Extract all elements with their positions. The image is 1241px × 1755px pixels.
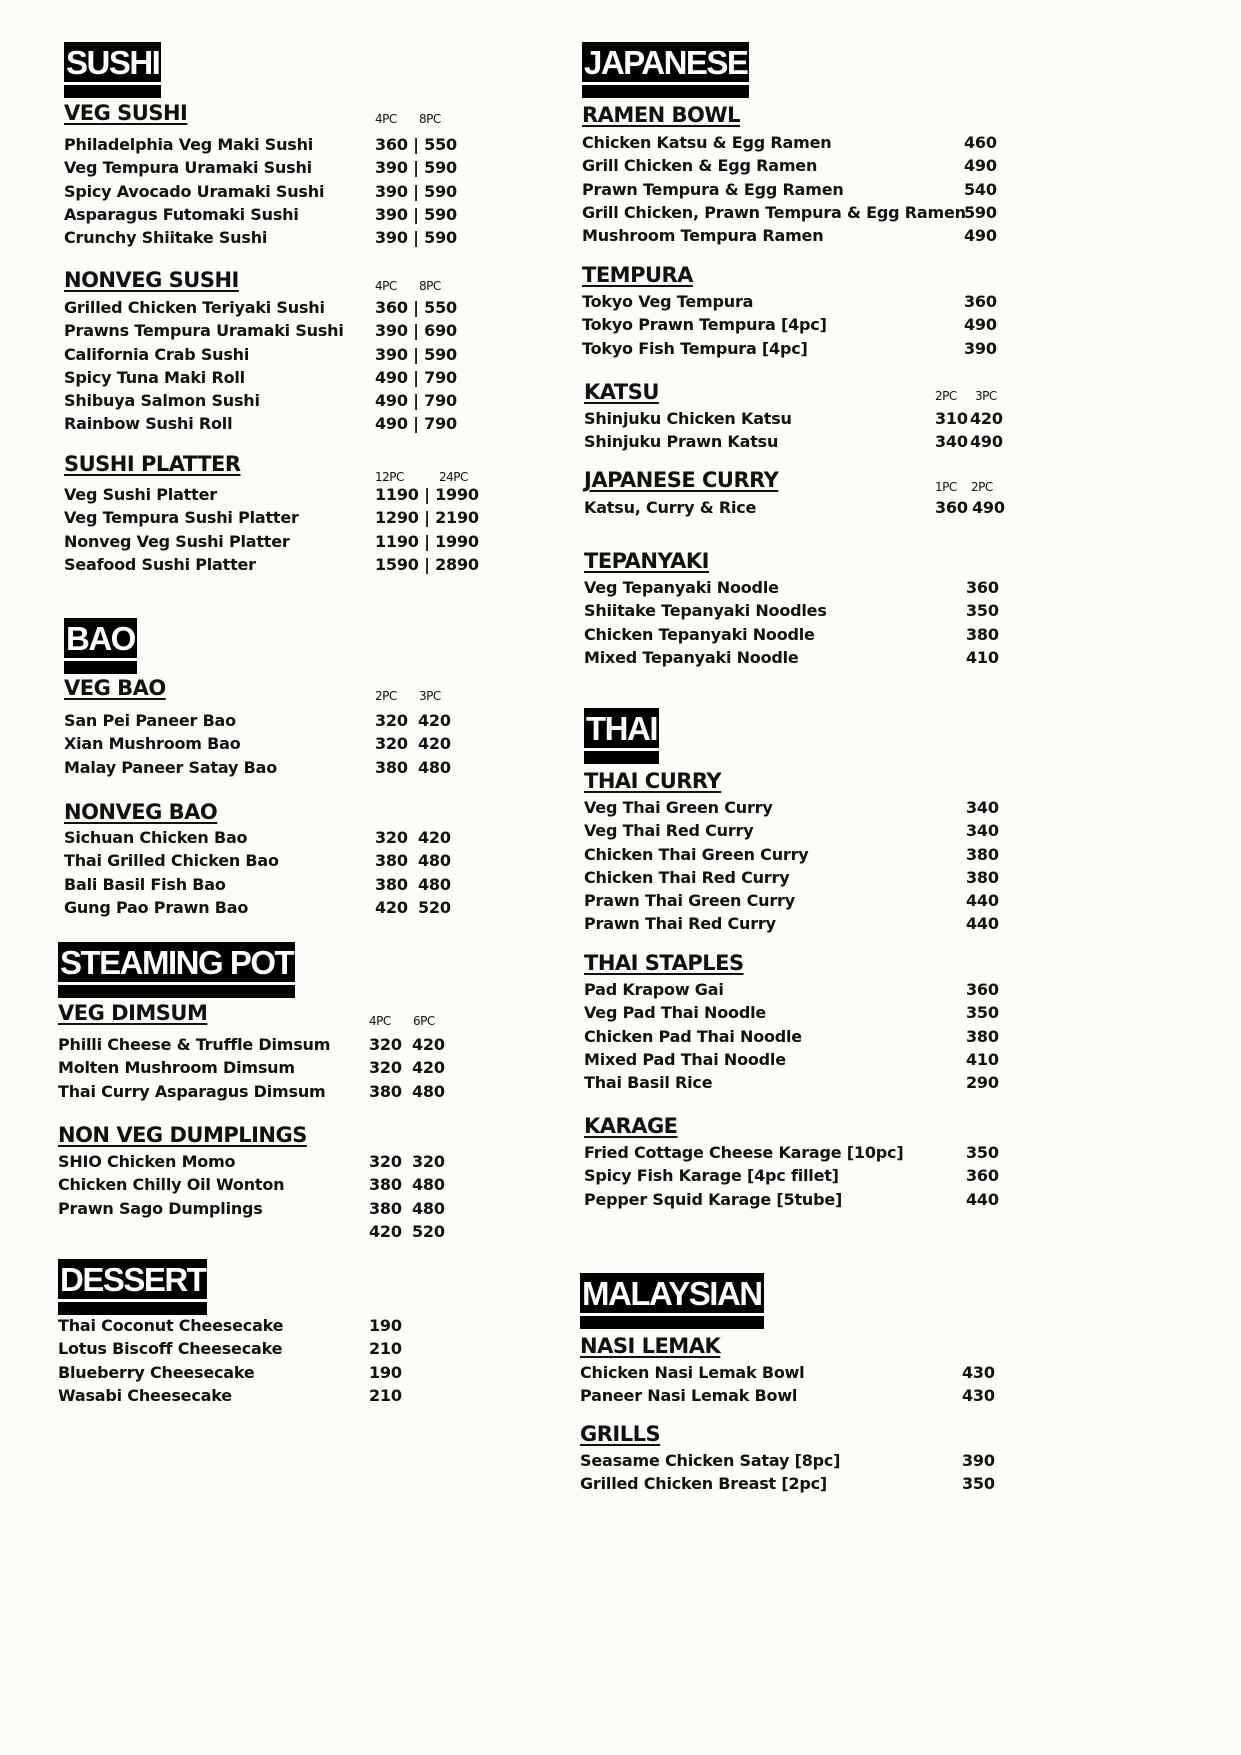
item-price: 490 (964, 226, 997, 246)
item-name: Veg Thai Red Curry (584, 821, 754, 841)
veg-sushi-list (64, 135, 484, 251)
item-price-large: 320 (412, 1152, 445, 1171)
item-name: Lotus Biscoff Cheesecake (58, 1339, 283, 1359)
nasi-lemak-list (580, 1363, 1020, 1410)
item-name: Fried Cottage Cheese Karage [10pc] (584, 1143, 904, 1162)
section-title-karage: KARAGE (584, 1114, 678, 1138)
item-price: 390 | 690 (375, 321, 457, 341)
item-price: 440 (966, 914, 999, 934)
section-title-thai-curry: THAI CURRY (584, 769, 722, 793)
item-name: Katsu, Curry & Rice (584, 498, 757, 517)
size-label: 2PC (375, 689, 397, 703)
item-price: 430 (962, 1363, 995, 1382)
item-price: 350 (966, 601, 999, 621)
menu-item (64, 828, 484, 851)
menu-item (64, 485, 484, 508)
item-price: 390 | 590 (375, 158, 457, 178)
item-price-large: 420 (418, 734, 451, 754)
size-header (375, 112, 441, 126)
item-name: Pepper Squid Karage [5tube] (584, 1189, 843, 1209)
item-name: Chicken Thai Green Curry (584, 844, 809, 864)
item-price-small: 310 (935, 409, 968, 428)
item-name: Chicken Chilly Oil Wonton (58, 1175, 285, 1195)
category-title: THAI (584, 708, 659, 764)
item-name: Veg Sushi Platter (64, 485, 217, 504)
section-title-japanese-curry: JAPANESE CURRY (584, 468, 779, 492)
item-name: Prawns Tempura Uramaki Sushi (64, 321, 344, 341)
item-price: 380 (966, 1026, 999, 1046)
item-name: Blueberry Cheesecake (58, 1362, 255, 1382)
item-name: Grill Chicken & Egg Ramen (582, 156, 818, 176)
category-malaysian (580, 1273, 764, 1329)
item-price: 410 (966, 647, 999, 667)
category-title: BAO (64, 618, 137, 674)
item-name: Chicken Nasi Lemak Bowl (580, 1363, 805, 1382)
menu-item (64, 368, 484, 391)
menu-item (584, 1073, 1024, 1096)
menu-item (584, 498, 1024, 521)
menu-item (584, 798, 1024, 821)
item-name: Grill Chicken, Prawn Tempura & Egg Ramen (582, 202, 966, 222)
item-price: 360 (966, 1166, 999, 1186)
item-name: Thai Curry Asparagus Dimsum (58, 1081, 326, 1101)
item-price: 350 (962, 1474, 995, 1494)
item-price-small: 360 (935, 498, 968, 517)
menu-item (64, 135, 484, 158)
section-title-ramen-bowl: RAMEN BOWL (582, 103, 740, 127)
karage-list (584, 1143, 1024, 1213)
item-price: 360 (966, 578, 999, 597)
item-price-small: 420 (375, 897, 408, 917)
thai-staples-list (584, 980, 1024, 1096)
item-price-large: 490 (972, 498, 1005, 517)
menu-item (582, 203, 1022, 226)
sushi-platter-list (64, 485, 484, 578)
item-name: Molten Mushroom Dimsum (58, 1058, 295, 1078)
item-price: 440 (966, 1189, 999, 1209)
item-name: Veg Tepanyaki Noodle (584, 578, 779, 597)
menu-item (64, 205, 484, 228)
item-price: 460 (964, 133, 997, 152)
item-price: 490 | 790 (375, 414, 457, 434)
menu-item (58, 1222, 478, 1245)
menu-item (582, 180, 1022, 203)
menu-item (64, 182, 484, 205)
section-title-veg-sushi: VEG SUSHI (64, 101, 188, 125)
size-label: 1PC (935, 480, 957, 494)
size-header (375, 470, 468, 484)
menu-item (582, 133, 1022, 156)
item-price-large: 490 (970, 432, 1003, 452)
item-name: Gung Pao Prawn Bao (64, 897, 249, 917)
item-price: 190 (369, 1316, 402, 1335)
menu-item (584, 1050, 1024, 1073)
item-price: 390 (964, 338, 997, 358)
size-label: 4PC (375, 279, 397, 293)
japanese-curry-list (584, 498, 1024, 521)
item-name: Tokyo Prawn Tempura [4pc] (582, 315, 827, 335)
category-title: STEAMING POT (58, 942, 295, 998)
grills-list (580, 1451, 1020, 1498)
item-name: Asparagus Futomaki Sushi (64, 204, 299, 224)
katsu-list (584, 409, 1024, 456)
item-name: Shibuya Salmon Sushi (64, 391, 260, 411)
item-price-large: 420 (970, 409, 1003, 428)
section-title-veg-dimsum: VEG DIMSUM (58, 1001, 208, 1025)
item-price-small: 380 (375, 757, 408, 777)
item-name: Chicken Pad Thai Noodle (584, 1026, 802, 1046)
item-price-large: 420 (418, 828, 451, 847)
item-name: Nonveg Veg Sushi Platter (64, 531, 290, 551)
menu-item (584, 1166, 1024, 1189)
item-name: Prawn Tempura & Egg Ramen (582, 179, 844, 199)
item-price: 360 | 550 (375, 135, 457, 154)
item-name: Thai Coconut Cheesecake (58, 1316, 284, 1335)
menu-item (64, 414, 484, 437)
item-name: Mushroom Tempura Ramen (582, 226, 824, 246)
item-name: Philli Cheese & Truffle Dimsum (58, 1035, 331, 1054)
item-price: 440 (966, 891, 999, 911)
item-price-small: 340 (935, 432, 968, 452)
item-price: 380 (966, 867, 999, 887)
item-name: Crunchy Shiitake Sushi (64, 228, 268, 248)
item-name: Seasame Chicken Satay [8pc] (580, 1451, 841, 1470)
size-label: 2PC (935, 389, 957, 403)
item-name: San Pei Paneer Bao (64, 711, 236, 730)
item-name: Seafood Sushi Platter (64, 554, 256, 574)
menu-item (584, 980, 1024, 1003)
menu-item (582, 226, 1022, 249)
item-price-large: 480 (418, 757, 451, 777)
menu-item (64, 391, 484, 414)
item-price-large: 420 (412, 1058, 445, 1078)
menu-item (582, 339, 1022, 362)
item-price-large: 480 (412, 1198, 445, 1218)
item-name: Rainbow Sushi Roll (64, 414, 233, 434)
thai-curry-list (584, 798, 1024, 938)
menu-item (64, 711, 484, 734)
item-name: Prawn Thai Green Curry (584, 891, 795, 911)
menu-item (584, 1190, 1024, 1213)
menu-item (580, 1451, 1020, 1474)
item-price-large: 480 (418, 851, 451, 871)
size-label: 2PC (971, 480, 993, 494)
item-price: 340 (966, 821, 999, 841)
section-title-nasi-lemak: NASI LEMAK (580, 1334, 721, 1358)
nonveg-sushi-list (64, 298, 484, 438)
item-name: Shinjuku Prawn Katsu (584, 432, 779, 452)
item-price-large: 480 (418, 874, 451, 894)
item-name: Prawn Thai Red Curry (584, 914, 776, 934)
item-name: Tokyo Veg Tempura (582, 292, 754, 311)
category-japanese (582, 42, 749, 98)
size-label: 24PC (439, 470, 468, 484)
item-name: Shinjuku Chicken Katsu (584, 409, 792, 428)
section-title-katsu: KATSU (584, 380, 659, 404)
item-price-small: 320 (369, 1152, 402, 1171)
veg-bao-list (64, 711, 484, 781)
menu-item (58, 1316, 478, 1339)
item-name: Spicy Fish Karage [4pc fillet] (584, 1166, 839, 1186)
size-header (375, 279, 441, 293)
item-name: Veg Thai Green Curry (584, 798, 773, 817)
menu-item (584, 625, 1024, 648)
item-name: Sichuan Chicken Bao (64, 828, 248, 847)
menu-item (64, 345, 484, 368)
item-name: Veg Tempura Sushi Platter (64, 508, 299, 528)
item-price: 390 (962, 1451, 995, 1470)
size-label: 12PC (375, 470, 404, 484)
item-price: 390 | 590 (375, 344, 457, 364)
item-price: 410 (966, 1049, 999, 1069)
size-header (935, 480, 993, 494)
item-price-small: 320 (369, 1035, 402, 1054)
menu-item (64, 758, 484, 781)
menu-item (584, 601, 1024, 624)
item-name: Thai Basil Rice (584, 1073, 713, 1093)
item-name: Veg Pad Thai Noodle (584, 1003, 767, 1023)
item-price: 360 (966, 980, 999, 999)
item-name: Tokyo Fish Tempura [4pc] (582, 338, 808, 358)
item-name: Malay Paneer Satay Bao (64, 757, 278, 777)
item-price: 360 (964, 292, 997, 311)
menu-item (58, 1339, 478, 1362)
item-price: 350 (966, 1143, 999, 1162)
section-title-non-veg-dumplings: NON VEG DUMPLINGS (58, 1123, 307, 1147)
item-price-small: 380 (369, 1198, 402, 1218)
item-name: Chicken Thai Red Curry (584, 867, 790, 887)
menu-item (64, 228, 484, 251)
item-price: 490 | 790 (375, 391, 457, 411)
category-title: MALAYSIAN (580, 1273, 764, 1329)
section-title-tepanyaki: TEPANYAKI (584, 549, 709, 573)
menu-item (58, 1152, 478, 1175)
menu-item (584, 914, 1024, 937)
menu-item (582, 315, 1022, 338)
item-price-small: 380 (375, 851, 408, 871)
size-header (369, 1014, 435, 1028)
menu-item (64, 298, 484, 321)
category-steaming-pot (58, 942, 295, 998)
item-name: Paneer Nasi Lemak Bowl (580, 1386, 798, 1406)
item-price: 1190 | 1990 (375, 531, 479, 551)
item-name: Thai Grilled Chicken Bao (64, 851, 279, 871)
item-name: Mixed Pad Thai Noodle (584, 1049, 786, 1069)
size-label: 8PC (419, 112, 441, 126)
item-price: 210 (369, 1339, 402, 1359)
item-price: 390 | 590 (375, 228, 457, 248)
item-price-small: 380 (375, 874, 408, 894)
section-title-grills: GRILLS (580, 1422, 661, 1446)
item-price-large: 520 (418, 897, 451, 917)
item-name: Chicken Tepanyaki Noodle (584, 624, 815, 644)
category-title: JAPANESE (582, 42, 749, 98)
menu-item (584, 409, 1024, 432)
section-title-sushi-platter: SUSHI PLATTER (64, 452, 241, 476)
item-price: 590 (964, 202, 997, 222)
menu-item (580, 1474, 1020, 1497)
menu-item (584, 845, 1024, 868)
section-title-thai-staples: THAI STAPLES (584, 951, 744, 975)
item-price: 290 (966, 1073, 999, 1093)
item-price: 490 (964, 156, 997, 176)
item-price: 1190 | 1990 (375, 485, 479, 504)
item-price: 1590 | 2890 (375, 554, 479, 574)
menu-item (64, 851, 484, 874)
item-price: 390 | 590 (375, 204, 457, 224)
menu-item (584, 1143, 1024, 1166)
section-title-veg-bao: VEG BAO (64, 676, 166, 700)
size-label: 8PC (419, 279, 441, 293)
ramen-list (582, 133, 1022, 249)
menu-item (58, 1035, 478, 1058)
menu-item (584, 432, 1024, 455)
menu-item (582, 156, 1022, 179)
menu-item (64, 875, 484, 898)
menu-item (582, 292, 1022, 315)
item-price: 380 (966, 844, 999, 864)
size-label: 4PC (375, 112, 397, 126)
item-price-large: 420 (412, 1035, 445, 1054)
menu-item (584, 821, 1024, 844)
item-name: Prawn Sago Dumplings (58, 1198, 263, 1218)
menu-item (580, 1363, 1020, 1386)
item-price: 1290 | 2190 (375, 508, 479, 528)
item-name: SHIO Chicken Momo (58, 1152, 236, 1171)
category-bao (64, 618, 137, 674)
item-price-small: 380 (369, 1175, 402, 1195)
veg-dimsum-list (58, 1035, 478, 1105)
item-price-small: 320 (375, 734, 408, 754)
section-title-nonveg-bao: NONVEG BAO (64, 800, 218, 824)
item-price-small: 380 (369, 1081, 402, 1101)
item-price: 540 (964, 179, 997, 199)
menu-item (64, 734, 484, 757)
item-price: 490 | 790 (375, 367, 457, 387)
item-price: 190 (369, 1362, 402, 1382)
size-label: 3PC (975, 389, 997, 403)
category-dessert (58, 1259, 207, 1315)
item-name: Mixed Tepanyaki Noodle (584, 647, 799, 667)
item-name: Spicy Tuna Maki Roll (64, 367, 245, 387)
menu-item (580, 1386, 1020, 1409)
item-name: California Crab Sushi (64, 344, 250, 364)
item-price-small: 320 (375, 828, 408, 847)
item-price-large: 520 (412, 1221, 445, 1241)
tempura-list (582, 292, 1022, 362)
item-price: 430 (962, 1386, 995, 1406)
item-price-large: 480 (412, 1175, 445, 1195)
menu-item (58, 1386, 478, 1409)
menu-item (58, 1058, 478, 1081)
item-name: Grilled Chicken Breast [2pc] (580, 1474, 828, 1494)
item-price: 490 (964, 315, 997, 335)
menu-item (64, 321, 484, 344)
size-label: 4PC (369, 1014, 391, 1028)
item-price-small: 420 (369, 1221, 402, 1241)
item-price: 380 (966, 624, 999, 644)
category-thai (584, 708, 659, 764)
item-name: Shiitake Tepanyaki Noodles (584, 601, 827, 621)
size-header (375, 689, 441, 703)
item-price: 350 (966, 1003, 999, 1023)
item-name: Xian Mushroom Bao (64, 734, 241, 754)
item-name: Veg Tempura Uramaki Sushi (64, 158, 312, 178)
menu-item (584, 891, 1024, 914)
item-price-small: 320 (375, 711, 408, 730)
category-sushi (64, 42, 161, 98)
item-name: Philadelphia Veg Maki Sushi (64, 135, 314, 154)
section-title-nonveg-sushi: NONVEG SUSHI (64, 268, 239, 292)
menu-item (584, 1027, 1024, 1050)
menu-item (64, 508, 484, 531)
menu-item (64, 898, 484, 921)
size-header (935, 389, 997, 403)
menu-item (58, 1363, 478, 1386)
size-label: 6PC (413, 1014, 435, 1028)
menu-item (584, 578, 1024, 601)
item-name: Wasabi Cheesecake (58, 1385, 232, 1405)
item-name: Pad Krapow Gai (584, 980, 724, 999)
menu-item (584, 868, 1024, 891)
item-name: Bali Basil Fish Bao (64, 874, 226, 894)
item-price: 340 (966, 798, 999, 817)
item-name: Grilled Chicken Teriyaki Sushi (64, 298, 325, 317)
size-label: 3PC (419, 689, 441, 703)
item-price-small: 320 (369, 1058, 402, 1078)
item-name: Spicy Avocado Uramaki Sushi (64, 181, 325, 201)
item-price: 360 | 550 (375, 298, 457, 317)
menu-item (584, 648, 1024, 671)
menu-item (64, 555, 484, 578)
nonveg-bao-list (64, 828, 484, 921)
section-title-tempura: TEMPURA (582, 263, 693, 287)
menu-item (584, 1003, 1024, 1026)
category-title: SUSHI (64, 42, 161, 98)
item-price: 210 (369, 1385, 402, 1405)
menu-item (58, 1175, 478, 1198)
item-name: Chicken Katsu & Egg Ramen (582, 133, 832, 152)
category-title: DESSERT (58, 1259, 207, 1315)
menu-item (58, 1199, 478, 1222)
item-price: 390 | 590 (375, 181, 457, 201)
item-price-large: 420 (418, 711, 451, 730)
dessert-list (58, 1316, 478, 1409)
dumplings-list (58, 1152, 478, 1245)
menu-item (64, 532, 484, 555)
menu-item (64, 158, 484, 181)
menu-item (58, 1082, 478, 1105)
tepanyaki-list (584, 578, 1024, 671)
item-price-large: 480 (412, 1081, 445, 1101)
